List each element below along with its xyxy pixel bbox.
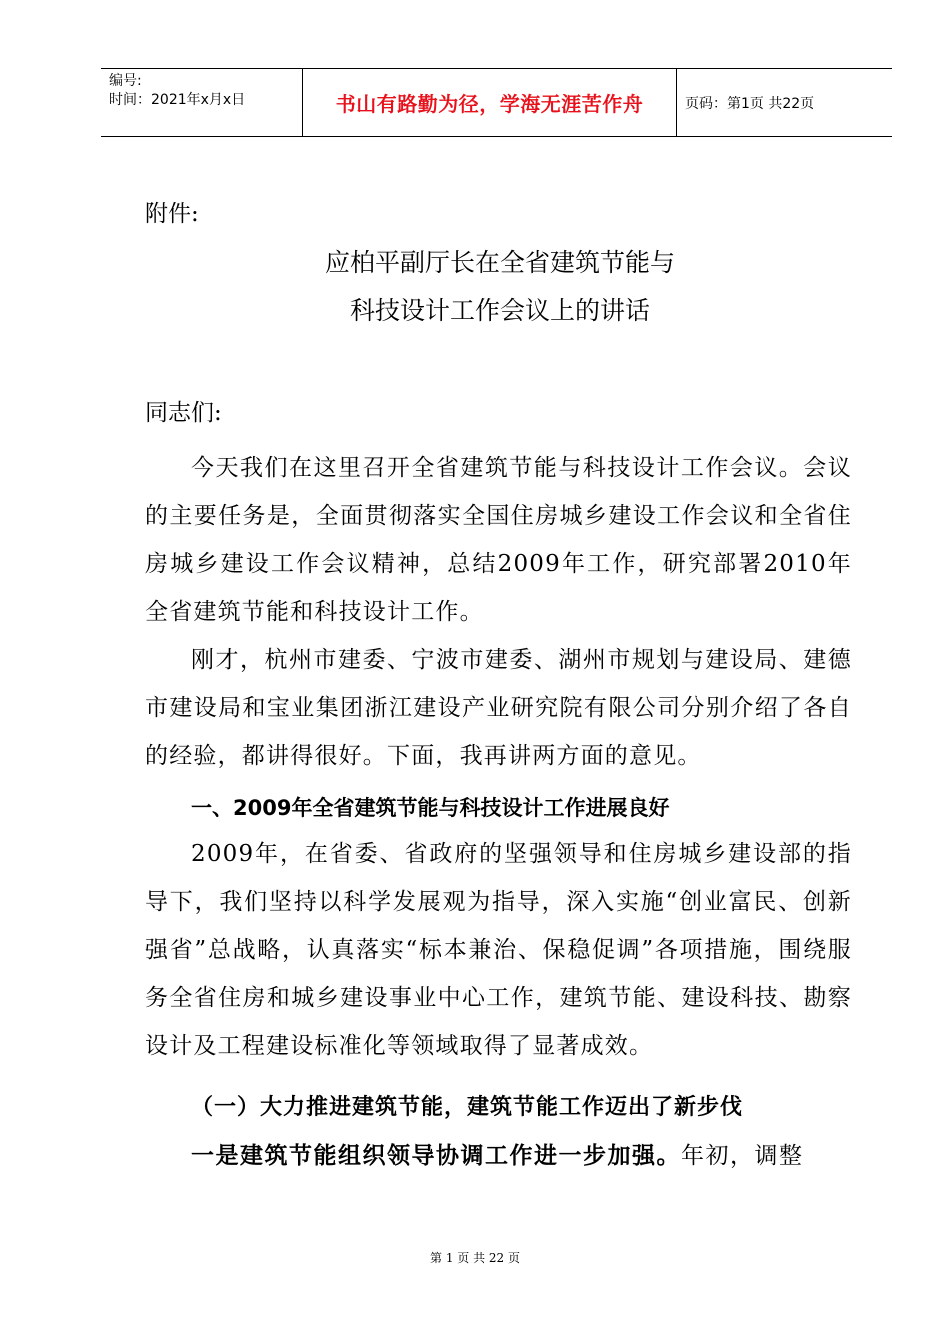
header-page-cell [677,69,892,136]
motto-text: 书山有路勤为径，学海无涯苦作舟 [335,92,644,116]
paragraph-bold-lead: 一是建筑节能组织领导协调工作进一步加强。 [191,1142,681,1169]
page-footer: 第 1 页 共 22 页 [430,1251,520,1265]
header-motto-cell [303,69,677,136]
header-meta-cell [101,69,303,136]
attachment-label: 附件: [145,201,199,227]
subsection-heading-1: （一）大力推进建筑节能，建筑节能工作迈出了新步伐 [191,1094,744,1120]
greeting: 同志们: [145,400,222,426]
paragraph-2009-summary: 2009年，在省委、省政府的坚强领导和住房城乡建设部的指导下，我们坚持以科学发展观为指导，深入实施“创业富民、创新强省”总战略，认真落实“标本兼治、保稳促调”各项措施，围绕服务全省住房和城乡建设事业中心工作，建筑节能、建设科技、勘察设计及工程建设标准化等领域取得了显著成效。 [145,841,852,1059]
page-info-text: 页码：第1页 共22页 [685,95,815,112]
paragraph-experience: 刚才，杭州市建委、宁波市建委、湖州市规划与建设局、建德市建设局和宝业集团浙江建设产业研究院有限公司分别介绍了各自的经验，都讲得很好。下面，我再讲两方面的意见。 [145,647,852,769]
paragraph-rest: 年初，调整 [681,1143,804,1169]
time-label: 时间：2021年x月x日 [109,92,246,108]
document-header [101,68,892,137]
section-heading-1: 一、2009年全省建筑节能与科技设计工作进展良好 [191,796,670,820]
document-title-line-1: 应柏平副厅长在全省建筑节能与 [324,248,675,277]
paragraph-opening: 今天我们在这里召开全省建筑节能与科技设计工作会议。会议的主要任务是，全面贯彻落实全国住房城乡建设工作会议和全省住房城乡建设工作会议精神，总结2009年工作，研究部署2010年全省建筑节能和科技设计工作。 [145,455,852,625]
document-title-line-2: 科技设计工作会议上的讲话 [349,296,650,325]
serial-number-label: 编号: [109,73,142,89]
paragraph-building-energy [191,1137,804,1170]
